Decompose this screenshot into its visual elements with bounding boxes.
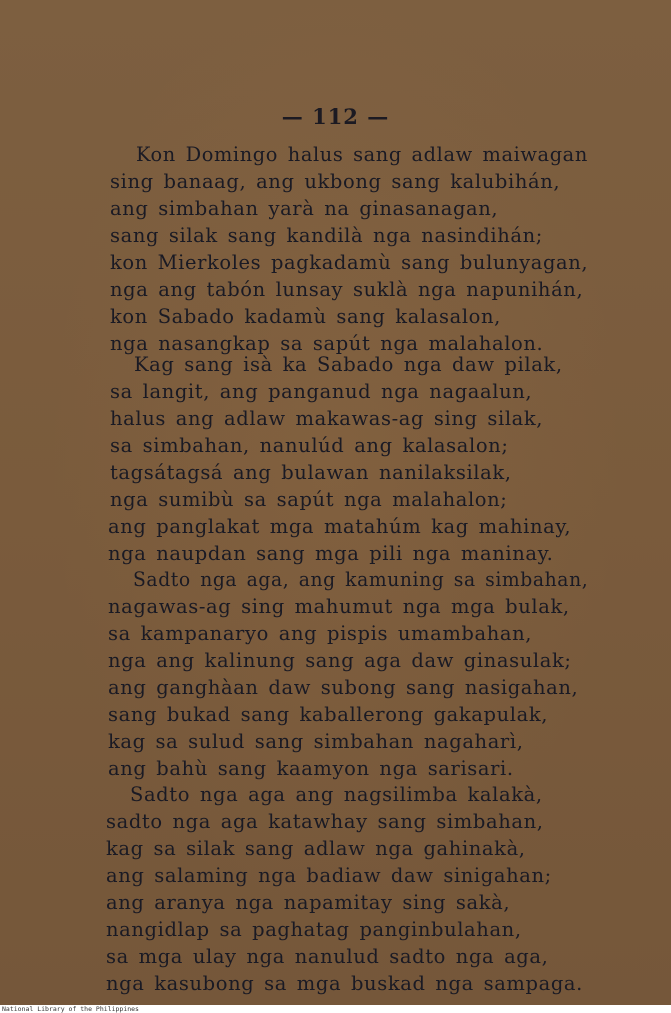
poem-line: Sadto nga aga, ang kamuning sa simbahan,: [133, 568, 589, 591]
poem-line: sa mga ulay nga nanulud sadto nga aga,: [106, 945, 549, 968]
poem-line: sa langit, ang panganud nga nagaalun,: [110, 380, 533, 403]
poem-line: halus ang adlaw makawas-ag sing silak,: [110, 407, 544, 430]
poem-line: sa kampanaryo ang pispis umambahan,: [108, 622, 533, 645]
poem-line: nangidlap sa paghatag panginbulahan,: [106, 918, 522, 941]
poem-line: nga sumibù sa sapút nga malahalon;: [110, 488, 508, 511]
poem-line: kag sa sulud sang simbahan nagaharì,: [108, 730, 524, 753]
poem-line: sang silak sang kandilà nga nasindihán;: [110, 224, 543, 247]
poem-line: ang ganghàan daw subong sang nasigahan,: [108, 676, 579, 699]
poem-line: ang bahù sang kaamyon nga sarisari.: [108, 757, 514, 780]
poem-line: nga ang tabón lunsay suklà nga napunihán,: [110, 278, 584, 301]
poem-line: kag sa silak sang adlaw nga gahinakà,: [106, 837, 526, 860]
poem-line: nga naupdan sang mga pili nga maninay.: [108, 542, 554, 565]
poem-line: nga nasangkap sa sapút nga malahalon.: [110, 332, 544, 355]
poem-line: Kon Domingo halus sang adlaw maiwagan: [136, 143, 588, 166]
poem-line: kon Mierkoles pagkadamù sang bulunyagan,: [110, 251, 589, 274]
poem-line: Kag sang isà ka Sabado nga daw pilak,: [134, 353, 563, 376]
poem-line: tagsátagsá ang bulawan nanilaksilak,: [110, 461, 512, 484]
poem-line: ang aranya nga napamitay sing sakà,: [106, 891, 511, 914]
poem-line: ang panglakat mga matahúm kag mahinay,: [108, 515, 572, 538]
poem-line: sadto nga aga katawhay sang simbahan,: [106, 810, 544, 833]
poem-line: nga kasubong sa mga buskad nga sampaga.: [106, 972, 583, 995]
poem-line: ang simbahan yarà na ginasanagan,: [110, 197, 499, 220]
poem-line: sing banaag, ang ukbong sang kalubihán,: [110, 170, 561, 193]
poem-line: sang bukad sang kaballerong gakapulak,: [108, 703, 549, 726]
poem-line: kon Sabado kadamù sang kalasalon,: [110, 305, 501, 328]
poem-line: ang salaming nga badiaw daw sinigahan;: [106, 864, 552, 887]
page-number: — 112 —: [281, 104, 390, 129]
poem-line: Sadto nga aga ang nagsilimba kalakà,: [130, 783, 543, 806]
poem-line: sa simbahan, nanulúd ang kalasalon;: [110, 434, 509, 457]
poem-line: nga ang kalinung sang aga daw ginasulak;: [108, 649, 572, 672]
poem-line: nagawas-ag sing mahumut nga mga bulak,: [108, 595, 570, 618]
library-credit: National Library of the Philippines: [2, 1005, 139, 1013]
